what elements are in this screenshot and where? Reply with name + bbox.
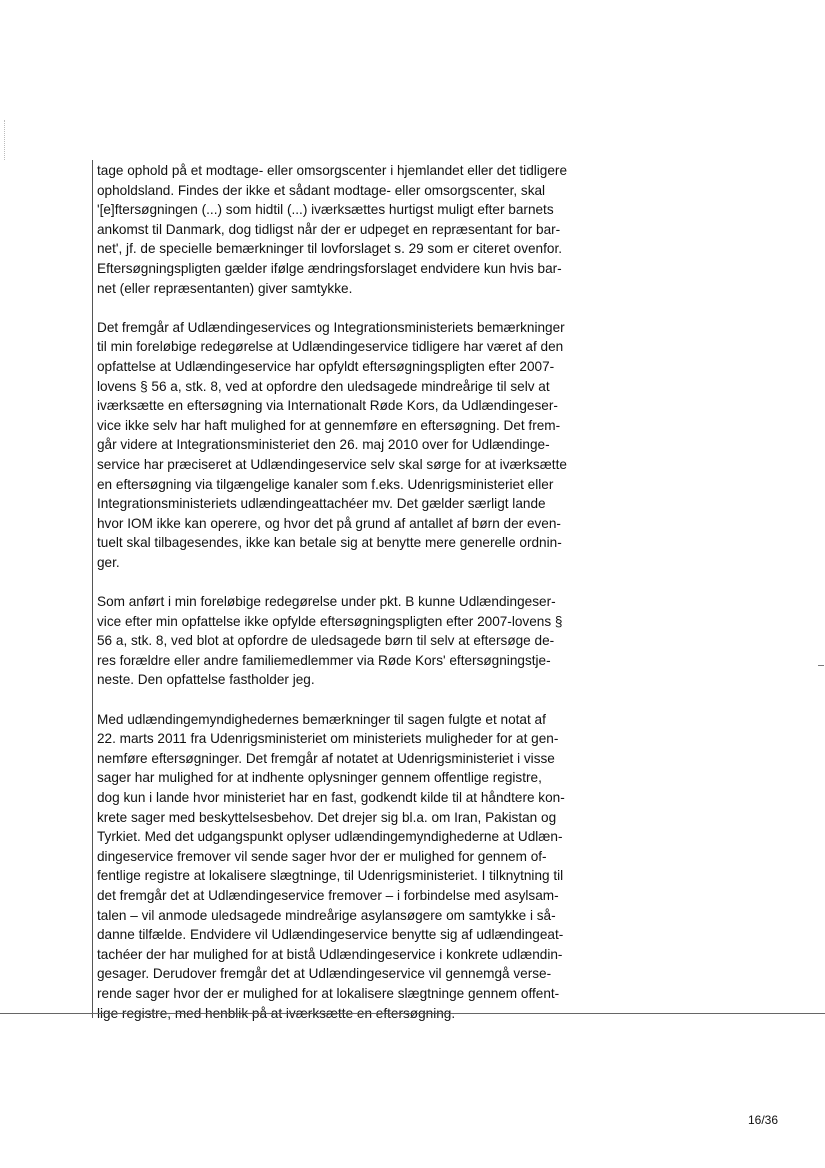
text-line: ger. (97, 554, 120, 570)
text-line: talen – vil anmode uledsagede mindreårige asylansøgere om samtykke i så- (97, 907, 556, 923)
paragraph-3 (97, 592, 589, 690)
scan-artifact (4, 120, 6, 160)
text-line: 22. marts 2011 fra Udenrigsministeriet om ministeriets muligheder for at gen- (97, 731, 559, 747)
text-line: vice ikke selv har haft mulighed for at gennemføre en eftersøgning. Det frem- (97, 417, 561, 433)
page-number: 16/36 (748, 1113, 779, 1127)
text-line: res forældre eller andre familiemedlemmer via Røde Kors' eftersøgningstje- (97, 652, 551, 668)
margin-line (92, 160, 93, 1018)
margin-tick (818, 665, 824, 666)
text-line: opholdsland. Findes der ikke et sådant modtage- eller omsorgscenter, skal (97, 182, 546, 198)
text-line: danne tilfælde. Endvidere vil Udlændingeservice benytte sig af udlændingeat- (97, 927, 564, 943)
text-line: dog kun i lande hvor ministeriet har en fast, godkendt kilde til at håndtere kon- (97, 790, 565, 805)
text-line: tuelt skal tilbagesendes, ikke kan betale sig at benytte mere generelle ordnin- (97, 535, 562, 551)
text-line: tage ophold på et modtage- eller omsorgscenter i hjemlandet eller det tidligere (97, 163, 568, 178)
text-line: opfattelse at Udlændingeservice har opfyldt eftersøgningspligten efter 2007- (97, 358, 555, 374)
text-line: det fremgår det at Udlændingeservice fremover – i forbindelse med asylsam- (97, 887, 559, 903)
paragraph-1 (97, 161, 589, 298)
text-line: går videre at Integrationsministeriet den 26. maj 2010 over for Udlændinge- (97, 437, 550, 453)
text-line: iværksætte en eftersøgning via Internationalt Røde Kors, da Udlændingeser- (97, 398, 558, 414)
text-line: Med udlændingemyndighedernes bemærkninger til sagen fulgte et notat af (97, 711, 546, 727)
horizontal-rule (0, 1013, 825, 1014)
text-line: hvor IOM ikke kan operere, og hvor det på grund af antallet af børn der even- (97, 515, 561, 531)
text-line: Eftersøgningspligten gælder ifølge ændringsforslaget endvidere kun hvis bar- (97, 260, 562, 276)
paragraph-2 (97, 318, 589, 573)
text-line: 56 a, stk. 8, ved blot at opfordre de uledsagede børn til selv at eftersøge de- (97, 633, 555, 649)
text-line: dingeservice fremover vil sende sager hvor der er mulighed for gennem of- (97, 848, 547, 864)
text-line: Det fremgår af Udlændingeservices og Integrationsministeriets bemærkninger (97, 319, 565, 335)
text-line: fentlige registre at lokalisere slægtninge, til Udenrigsministeriet. I tilknytning til (97, 868, 564, 884)
text-line: Som anført i min foreløbige redegørelse under pkt. B kunne Udlændingeser- (97, 594, 556, 610)
text-line: nemføre eftersøgninger. Det fremgår af notatet at Udenrigsministeriet i visse (97, 750, 555, 766)
text-line: Tyrkiet. Med det udgangspunkt oplyser udlændingemyndighederne at Udlæn- (97, 829, 563, 845)
text-line: Integrationsministeriets udlændingeattachéer mv. Det gælder særligt lande (97, 496, 546, 512)
text-line: neste. Den opfattelse fastholder jeg. (97, 672, 315, 688)
text-line: vice efter min opfattelse ikke opfylde eftersøgningspligten efter 2007-lovens § (97, 613, 563, 629)
text-line: '[e]ftersøgningen (...) som hidtil (...) iværksættes hurtigst muligt efter barnets (97, 202, 554, 218)
text-line: service har præciseret at Udlændingeservice selv skal sørge for at iværksætte (97, 456, 567, 472)
text-line: net (eller repræsentanten) giver samtykke. (97, 280, 353, 296)
text-line: lovens § 56 a, stk. 8, ved at opfordre den uledsagede mindreårige til selv at (97, 378, 550, 394)
text-line: ankomst til Danmark, dog tidligst når der er udpeget en repræsentant for bar- (97, 221, 561, 237)
body-text (97, 161, 589, 1043)
text-line: en eftersøgning via tilgængelige kanaler som f.eks. Udenrigsministeriet eller (97, 476, 554, 492)
text-line: krete sager med beskyttelsesbehov. Det drejer sig bl.a. om Iran, Pakistan og (97, 809, 557, 825)
text-line: net', jf. de specielle bemærkninger til lovforslaget s. 29 som er citeret ovenfor. (97, 241, 563, 257)
text-line: gesager. Derudover fremgår det at Udlændingeservice vil gennemgå verse- (97, 966, 552, 982)
text-line: til min foreløbige redegørelse at Udlændingeservice tidligere har været af den (97, 339, 564, 355)
text-line: tachéer der har mulighed for at bistå Udlændingeservice i konkrete udlændin- (97, 946, 563, 962)
paragraph-4 (97, 710, 589, 1024)
text-line: sager har mulighed for at indhente oplysninger gennem offentlige registre, (97, 770, 542, 786)
text-line: lige registre, med henblik på at iværksætte en eftersøgning. (97, 1005, 456, 1021)
text-line: rende sager hvor der er mulighed for at lokalisere slægtninge gennem offent- (97, 985, 560, 1001)
